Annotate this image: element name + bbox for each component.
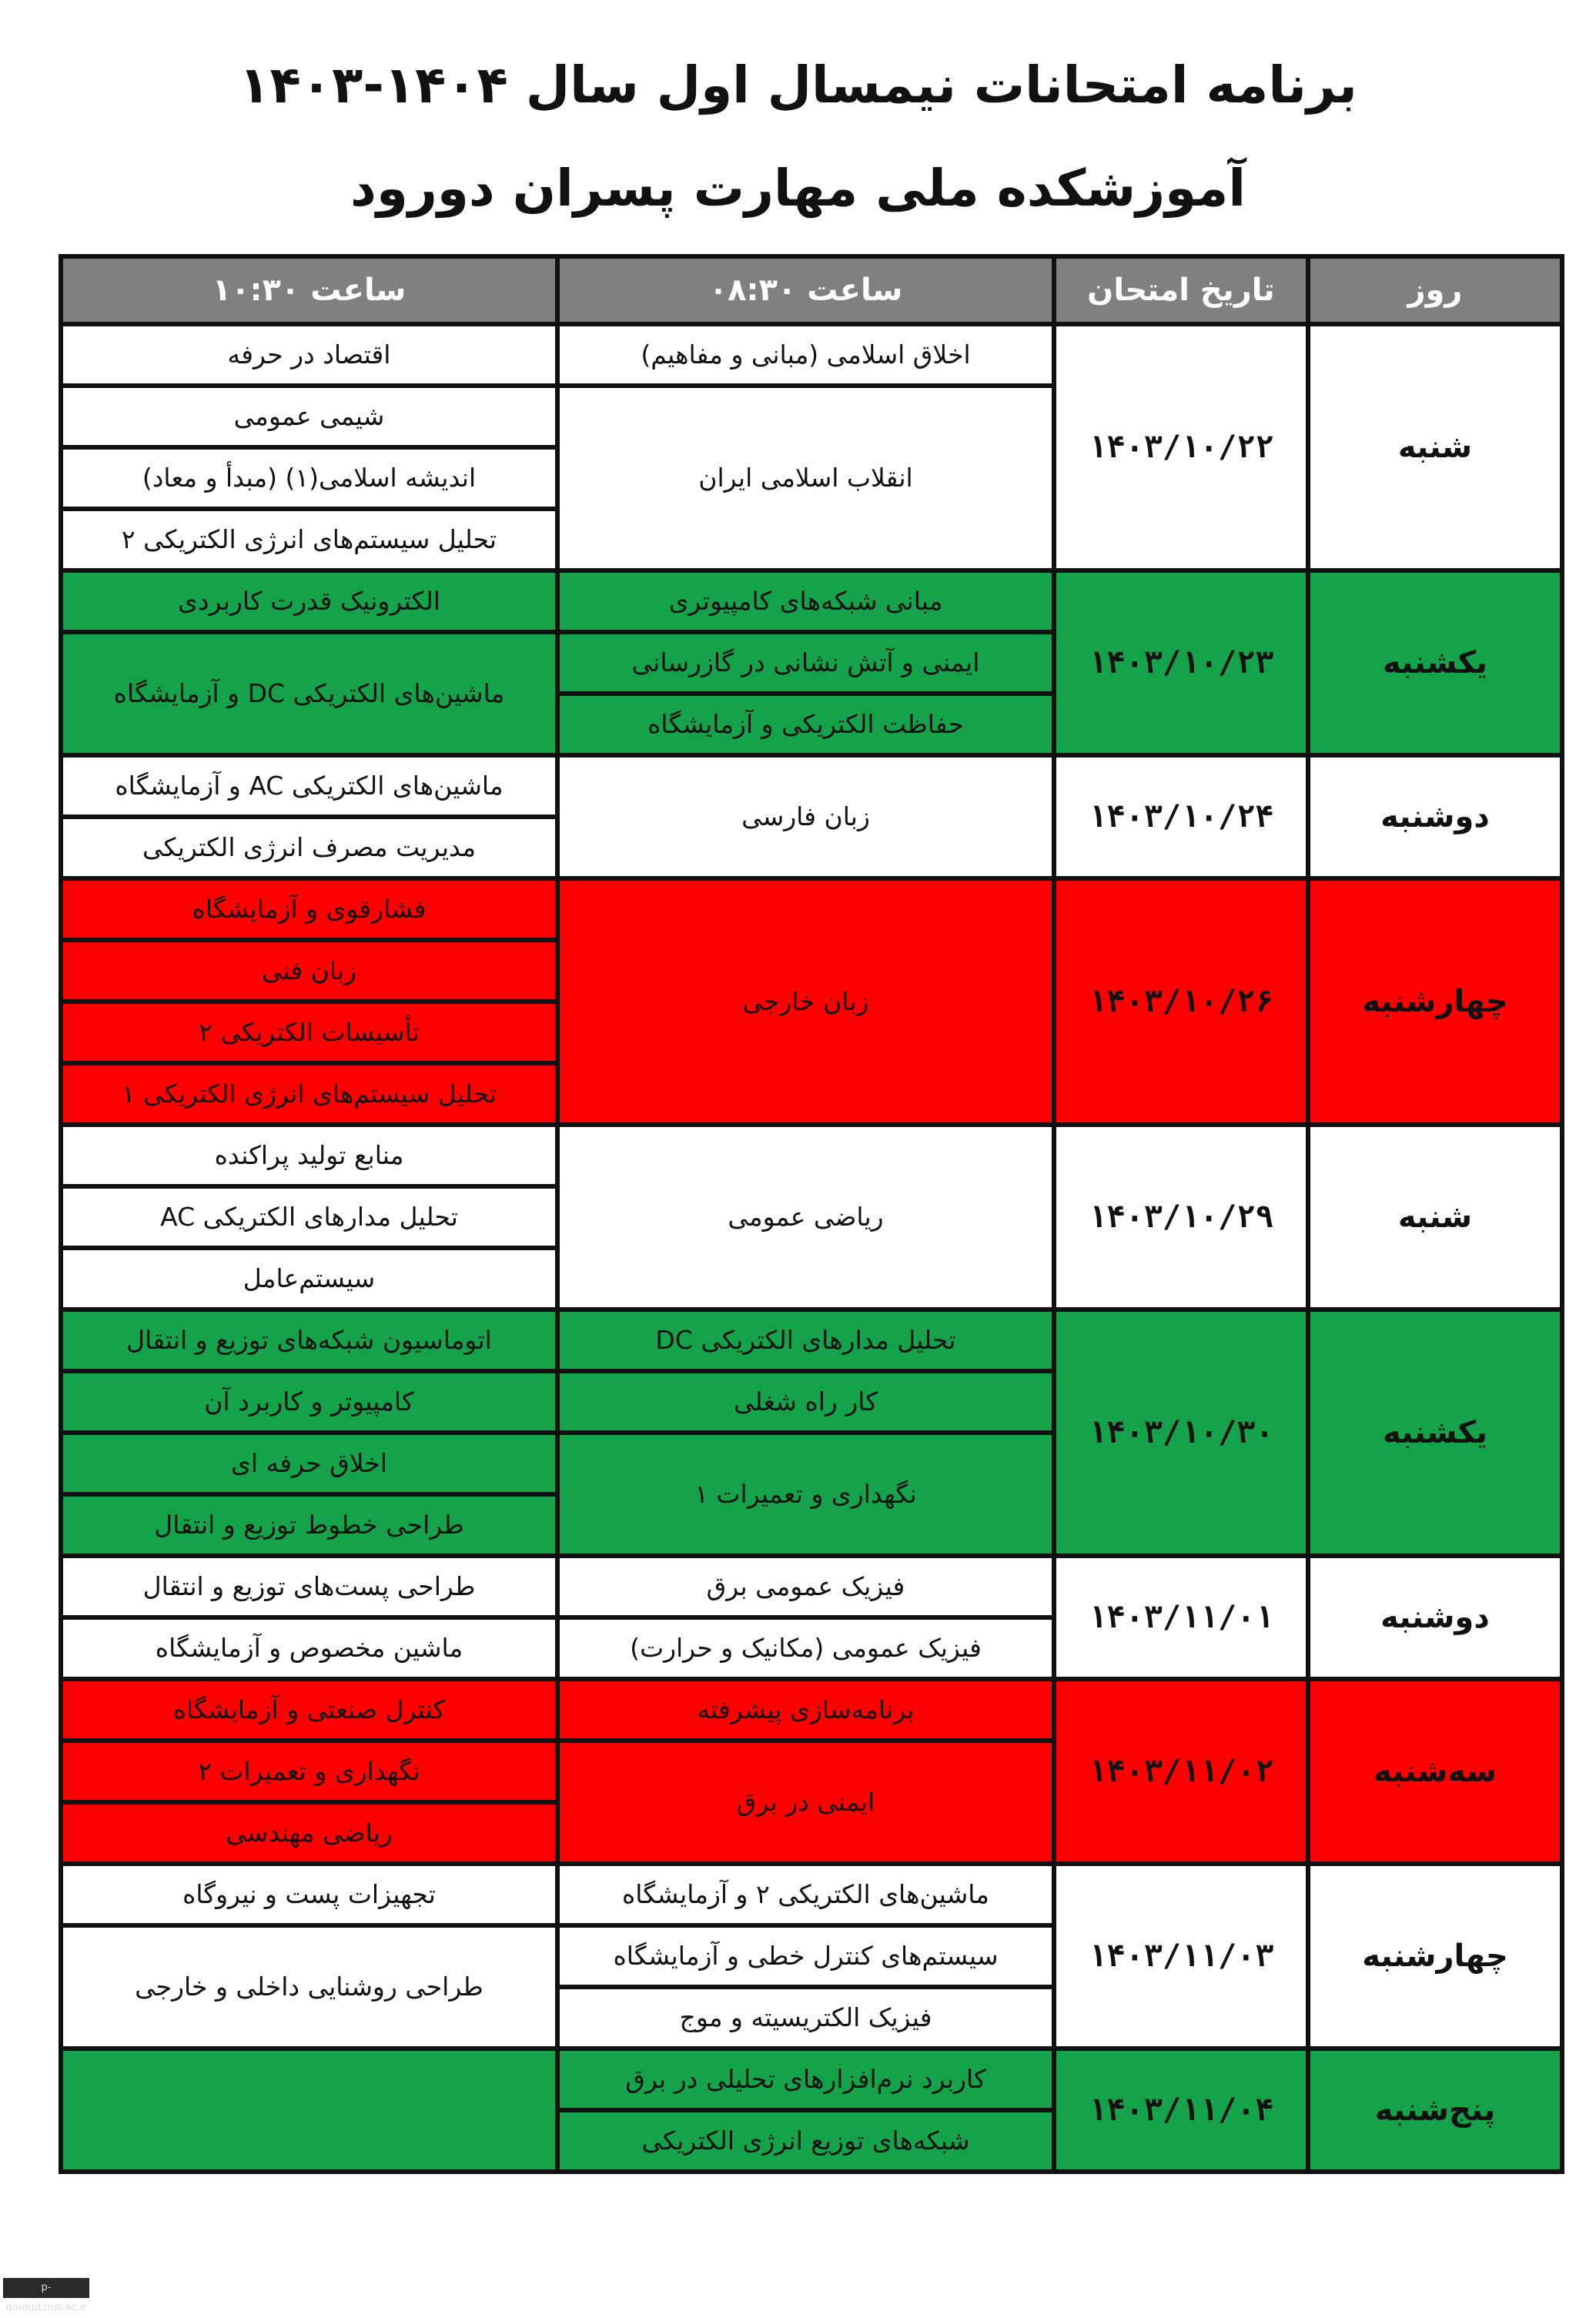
header-late-morning: ساعت ۱۰:۳۰ xyxy=(61,256,557,324)
exam-schedule-table xyxy=(59,254,1564,2174)
exam-late-morning-cell: کنترل صنعتی و آزمایشگاه xyxy=(61,1679,557,1741)
schedule-row xyxy=(61,755,1562,817)
exam-morning-cell: کار راه شغلی xyxy=(557,1371,1054,1433)
day-cell: چهارشنبه xyxy=(1308,878,1562,1125)
exam-morning-cell: انقلاب اسلامی ایران xyxy=(557,386,1054,570)
exam-late-morning-cell: اندیشه اسلامی(۱) (مبدأ و معاد) xyxy=(61,447,557,509)
day-cell: دوشنبه xyxy=(1308,755,1562,878)
exam-late-morning-cell: اخلاق حرفه ای xyxy=(61,1433,557,1494)
exam-late-morning-cell: الکترونیک قدرت کاربردی xyxy=(61,570,557,632)
date-cell: ۱۴۰۳/۱۰/۳۰ xyxy=(1054,1310,1308,1556)
date-cell: ۱۴۰۳/۱۱/۰۱ xyxy=(1054,1556,1308,1679)
exam-morning-cell: ایمنی در برق xyxy=(557,1741,1054,1864)
exam-late-morning-cell: منابع تولید پراکنده xyxy=(61,1125,557,1186)
exam-late-morning-cell: تجهیزات پست و نیروگاه xyxy=(61,1864,557,1925)
day-cell: شنبه xyxy=(1308,1125,1562,1310)
exam-late-morning-cell: فشارقوی و آزمایشگاه xyxy=(61,878,557,940)
schedule-body xyxy=(61,324,1562,2172)
day-cell: پنج‌شنبه xyxy=(1308,2049,1562,2172)
exam-late-morning-cell: کامپیوتر و کاربرد آن xyxy=(61,1371,557,1433)
exam-late-morning-cell: طراحی خطوط توزیع و انتقال xyxy=(61,1494,557,1556)
day-cell: یکشنبه xyxy=(1308,1310,1562,1556)
exam-late-morning-cell: سیستم‌عامل xyxy=(61,1248,557,1310)
schedule-row xyxy=(61,1679,1562,1741)
exam-late-morning-cell: اتوماسیون شبکه‌های توزیع و انتقال xyxy=(61,1310,557,1371)
schedule-row xyxy=(61,324,1562,386)
date-cell: ۱۴۰۳/۱۰/۲۲ xyxy=(1054,324,1308,570)
exam-morning-cell: مبانی شبکه‌های کامپیوتری xyxy=(557,570,1054,632)
exam-morning-cell: نگهداری و تعمیرات ۱ xyxy=(557,1433,1054,1556)
date-cell: ۱۴۰۳/۱۱/۰۲ xyxy=(1054,1679,1308,1864)
exam-late-morning-cell: ماشین‌های الکتریکی AC و آزمایشگاه xyxy=(61,755,557,817)
page-subtitle: آموزشکده ملی مهارت پسران دورود xyxy=(350,159,1246,218)
exam-morning-cell: شبکه‌های توزیع انرژی الکتریکی xyxy=(557,2110,1054,2172)
exam-late-morning-cell: تحلیل سیستم‌های انرژی الکتریکی ۲ xyxy=(61,509,557,570)
schedule-row xyxy=(61,1310,1562,1371)
schedule-row xyxy=(61,1125,1562,1186)
schedule-row xyxy=(61,1864,1562,1925)
exam-morning-cell: زبان خارجی xyxy=(557,878,1054,1125)
exam-late-morning-cell: ماشین‌های الکتریکی DC و آزمایشگاه xyxy=(61,632,557,755)
exam-late-morning-cell: نگهداری و تعمیرات ۲ xyxy=(61,1741,557,1802)
exam-morning-cell: فیزیک عمومی برق xyxy=(557,1556,1054,1617)
date-cell: ۱۴۰۳/۱۰/۲۹ xyxy=(1054,1125,1308,1310)
exam-morning-cell: فیزیک عمومی (مکانیک و حرارت) xyxy=(557,1617,1054,1679)
header-row xyxy=(61,256,1562,324)
exam-morning-cell: ایمنی و آتش نشانی در گازرسانی xyxy=(557,632,1054,694)
date-cell: ۱۴۰۳/۱۱/۰۴ xyxy=(1054,2049,1308,2172)
exam-morning-cell: فیزیک الکتریسیته و موج xyxy=(557,1987,1054,2049)
schedule-row xyxy=(61,2049,1562,2110)
exam-late-morning-cell: ماشین مخصوص و آزمایشگاه xyxy=(61,1617,557,1679)
date-cell: ۱۴۰۳/۱۰/۲۶ xyxy=(1054,878,1308,1125)
exam-morning-cell: تحلیل مدارهای الکتریکی DC xyxy=(557,1310,1054,1371)
exam-morning-cell: سیستم‌های کنترل خطی و آزمایشگاه xyxy=(557,1925,1054,1987)
schedule-row xyxy=(61,570,1562,632)
exam-late-morning-cell: شیمی عمومی xyxy=(61,386,557,447)
day-cell: یکشنبه xyxy=(1308,570,1562,755)
watermark: p-doroud.nus.ac.ir xyxy=(3,2278,89,2298)
exam-late-morning-cell: اقتصاد در حرفه xyxy=(61,324,557,386)
day-cell: شنبه xyxy=(1308,324,1562,570)
exam-morning-cell: اخلاق اسلامی (مبانی و مفاهیم) xyxy=(557,324,1054,386)
exam-late-morning-cell: مدیریت مصرف انرژی الکتریکی xyxy=(61,817,557,878)
header-morning: ساعت ۰۸:۳۰ xyxy=(557,256,1054,324)
schedule-row xyxy=(61,1556,1562,1617)
page-title: برنامه امتحانات نیمسال اول سال ۱۴۰۴-۱۴۰۳ xyxy=(239,55,1357,115)
header-day: روز xyxy=(1308,256,1562,324)
date-cell: ۱۴۰۳/۱۰/۲۳ xyxy=(1054,570,1308,755)
header-date: تاریخ امتحان xyxy=(1054,256,1308,324)
exam-late-morning-cell: ریاضی مهندسی xyxy=(61,1802,557,1864)
day-cell: چهارشنبه xyxy=(1308,1864,1562,2049)
exam-late-morning-cell xyxy=(61,2049,557,2172)
day-cell: سه‌شنبه xyxy=(1308,1679,1562,1864)
exam-late-morning-cell: طراحی روشنایی داخلی و خارجی xyxy=(61,1925,557,2049)
exam-morning-cell: حفاظت الکتریکی و آزمایشگاه xyxy=(557,694,1054,755)
exam-late-morning-cell: طراحی پست‌های توزیع و انتقال xyxy=(61,1556,557,1617)
schedule-row xyxy=(61,878,1562,940)
exam-morning-cell: ریاضی عمومی xyxy=(557,1125,1054,1310)
exam-morning-cell: برنامه‌سازی پیشرفته xyxy=(557,1679,1054,1741)
date-cell: ۱۴۰۳/۱۱/۰۳ xyxy=(1054,1864,1308,2049)
exam-morning-cell: زبان فارسی xyxy=(557,755,1054,878)
exam-late-morning-cell: تحلیل مدارهای الکتریکی AC xyxy=(61,1186,557,1248)
exam-morning-cell: ماشین‌های الکتریکی ۲ و آزمایشگاه xyxy=(557,1864,1054,1925)
day-cell: دوشنبه xyxy=(1308,1556,1562,1679)
exam-late-morning-cell: تأسیسات الکتریکی ۲ xyxy=(61,1002,557,1063)
date-cell: ۱۴۰۳/۱۰/۲۴ xyxy=(1054,755,1308,878)
exam-late-morning-cell: تحلیل سیستم‌های انرژی الکتریکی ۱ xyxy=(61,1063,557,1125)
exam-late-morning-cell: زبان فنی xyxy=(61,940,557,1002)
exam-morning-cell: کاربرد نرم‌افزارهای تحلیلی در برق xyxy=(557,2049,1054,2110)
